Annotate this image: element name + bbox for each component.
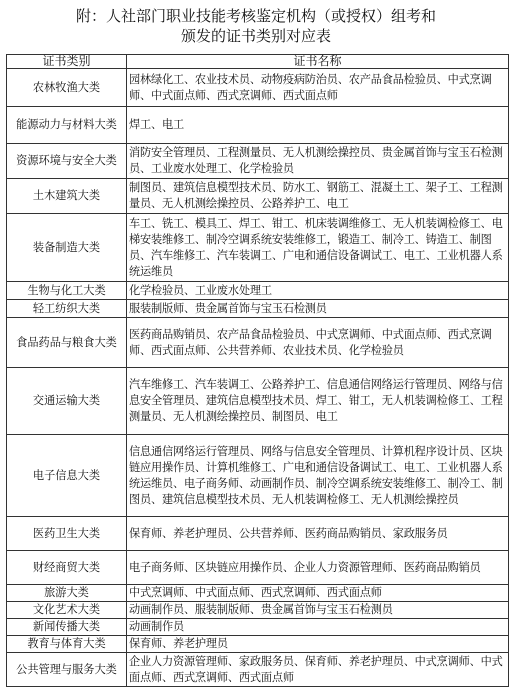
table-row [7, 69, 509, 107]
table-row [7, 318, 509, 368]
table-row [7, 619, 509, 636]
header-certificate-category: 证书类别 [7, 55, 127, 69]
category-cell: 生物与化工大类 [7, 282, 127, 300]
category-cell: 轻工纺织大类 [7, 300, 127, 318]
category-cell: 电子信息大类 [7, 435, 127, 517]
header-certificate-name: 证书名称 [127, 55, 509, 69]
category-cell: 食品药品与粮食大类 [7, 318, 127, 368]
certificates-cell: 保育师、养老护理员 [127, 636, 509, 653]
category-cell: 医药卫生大类 [7, 517, 127, 551]
category-cell: 财经商贸大类 [7, 551, 127, 585]
table-row [7, 653, 509, 687]
certificates-cell: 园林绿化工、农业技术员、动物疫病防治员、农产品食品检验员、中式烹调师、中式面点师、西式烹调师、西式面点师 [127, 69, 509, 107]
certificates-cell: 焊工、电工 [127, 107, 509, 144]
category-cell: 文化艺术大类 [7, 602, 127, 619]
category-cell: 新闻传播大类 [7, 619, 127, 636]
title-line-2: 颁发的证书类别对应表 [180, 27, 331, 45]
certificates-cell: 动画制作员、服装制版师、贵金属首饰与宝玉石检测员 [127, 602, 509, 619]
category-cell: 装备制造大类 [7, 214, 127, 282]
certificates-cell: 电子商务师、区块链应用操作员、企业人力资源管理师、医药商品购销员 [127, 551, 509, 585]
category-cell: 旅游大类 [7, 585, 127, 602]
table-row [7, 517, 509, 551]
certificates-cell: 车工、铣工、模具工、焊工、钳工、机床装调维修工、无人机装调检修工、电梯安装维修工、制冷空调系统安装维修工，锻造工、制冷工、铸造工、制图员、汽车维修工、汽车装调工、广电和通信设备调试工、电工、工业机器人系统运维员 [127, 214, 509, 282]
certificates-cell: 化学检验员、工业废水处理工 [127, 282, 509, 300]
certificates-cell: 服装制版师、贵金属首饰与宝玉石检测员 [127, 300, 509, 318]
certificate-table [6, 54, 509, 687]
category-cell: 农林牧渔大类 [7, 69, 127, 107]
table-row [7, 214, 509, 282]
category-cell: 公共管理与服务大类 [7, 653, 127, 687]
table-row [7, 368, 509, 435]
category-cell: 教育与体育大类 [7, 636, 127, 653]
table-row [7, 435, 509, 517]
certificates-cell: 信息通信网络运行管理员、网络与信息安全管理员、计算机程序设计员、区块链应用操作员、计算机维修工、广电和通信设备调试工、电工、工业机器人系统运维员、电子商务师、动画制作员、制冷空调系统安装维修工、制冷工、制图员、建筑信息模型技术员、无人机装调检修工、无人机测绘操控员 [127, 435, 509, 517]
title-line-1: 附：人社部门职业技能考核鉴定机构（或授权）组考和 [75, 7, 436, 25]
certificates-cell: 保育师、养老护理员、公共营养师、医药商品购销员、家政服务员 [127, 517, 509, 551]
document-title [4, 0, 508, 54]
table-row [7, 551, 509, 585]
table-row [7, 636, 509, 653]
table-row [7, 585, 509, 602]
category-cell: 土木建筑大类 [7, 179, 127, 214]
certificates-cell: 企业人力资源管理师、家政服务员、保育师、养老护理员、中式烹调师、中式面点师、西式烹调师、西式面点师 [127, 653, 509, 687]
table-row [7, 179, 509, 214]
certificates-cell: 动画制作员 [127, 619, 509, 636]
table-row [7, 144, 509, 179]
table-row [7, 107, 509, 144]
category-cell: 资源环境与安全大类 [7, 144, 127, 179]
certificates-cell: 医药商品购销员、农产品食品检验员、中式烹调师、中式面点师、西式烹调师、西式面点师、公共营养师、农业技术员、化学检验员 [127, 318, 509, 368]
table-row [7, 282, 509, 300]
certificates-cell: 汽车维修工、汽车装调工、公路养护工、信息通信网络运行管理员、网络与信息安全管理员、建筑信息模型技术员、焊工、钳工，无人机装调检修工、工程测量员、无人机测绘操控员、制图员、电工 [127, 368, 509, 435]
certificates-cell: 制图员、建筑信息模型技术员、防水工、钢筋工、混凝土工、架子工、工程测量员、无人机测绘操控员、公路养护工、电工 [127, 179, 509, 214]
certificates-cell: 中式烹调师、中式面点师、西式烹调师、西式面点师 [127, 585, 509, 602]
certificates-cell: 消防安全管理员、工程测量员、无人机测绘操控员、贵金属首饰与宝玉石检测员、工业废水处理工、化学检验员 [127, 144, 509, 179]
category-cell: 交通运输大类 [7, 368, 127, 435]
category-cell: 能源动力与材料大类 [7, 107, 127, 144]
table-row [7, 602, 509, 619]
table-row [7, 300, 509, 318]
table-header-row [7, 55, 509, 69]
